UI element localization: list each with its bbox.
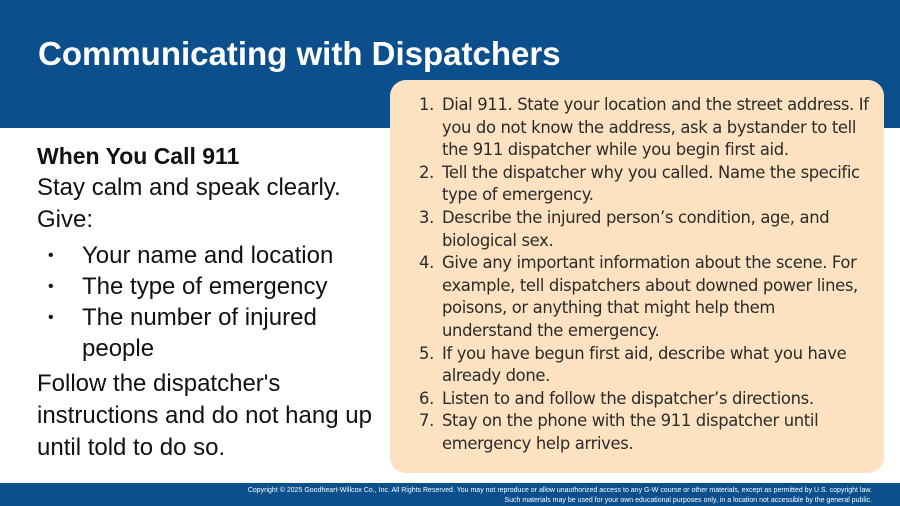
step-number: 4. — [419, 253, 434, 273]
step-number: 1. — [419, 95, 434, 114]
steps-panel — [390, 80, 884, 473]
usage-line: Such materials may be used for your own educational purposes only, in a location not accessible by the general public. — [504, 496, 872, 504]
list-item — [408, 94, 870, 162]
list-item — [37, 240, 385, 271]
step-text: Listen to and follow the dispatcher’s directions. — [442, 388, 814, 408]
bullet-icon: • — [48, 247, 54, 264]
list-item-text: The number of injured people — [82, 304, 317, 362]
step-text: Give any important information about the scene. For example, tell dispatchers about downed power lines, poisons, or anything that might help them understand the emergency. — [442, 253, 858, 340]
follow-instructions-text: Follow the dispatcher's instructions and do not hang up until told to do so. — [37, 370, 372, 461]
list-item — [408, 162, 870, 207]
step-text: Describe the injured person’s condition, age, and biological sex. — [442, 207, 830, 250]
intro-text: Stay calm and speak clearly. Give: — [37, 174, 341, 233]
step-number: 3. — [419, 207, 434, 227]
list-item — [37, 271, 385, 302]
step-number: 2. — [419, 162, 434, 182]
step-text: If you have begun first aid, describe what you have already done. — [442, 343, 847, 386]
copyright-line: Copyright © 2025 Goodheart-Willcox Co., Inc. All Rights Reserved. You may not reproduce or allow unauthorized access to any G-W course or other materials, except as permitted by U.S. copyright law. — [247, 487, 872, 494]
list-item — [408, 343, 870, 388]
list-item — [37, 302, 385, 364]
bullet-icon: • — [48, 278, 54, 295]
list-item-text: Your name and location — [82, 242, 334, 269]
call-911-section — [37, 140, 385, 464]
list-item-text: The type of emergency — [82, 273, 328, 300]
steps-list — [408, 94, 870, 456]
step-number: 6. — [419, 388, 434, 408]
list-item — [408, 388, 870, 411]
list-item — [408, 410, 870, 455]
step-number: 5. — [419, 343, 434, 363]
list-item — [408, 252, 870, 342]
give-list — [37, 240, 385, 364]
copyright-footer — [0, 483, 900, 506]
list-item — [408, 207, 870, 252]
step-number: 7. — [419, 411, 434, 431]
slide-title: Communicating with Dispatchers — [38, 35, 561, 72]
bullet-icon: • — [48, 309, 54, 326]
step-text: Dial 911. State your location and the street address. If you do not know the address, ask a bystander to tell the 911 dispatcher while you begin first aid. — [442, 95, 869, 160]
step-text: Stay on the phone with the 911 dispatcher until emergency help arrives. — [442, 411, 819, 453]
step-text: Tell the dispatcher why you called. Name the specific type of emergency. — [442, 162, 860, 205]
section-subhead: When You Call 911 — [37, 143, 240, 169]
